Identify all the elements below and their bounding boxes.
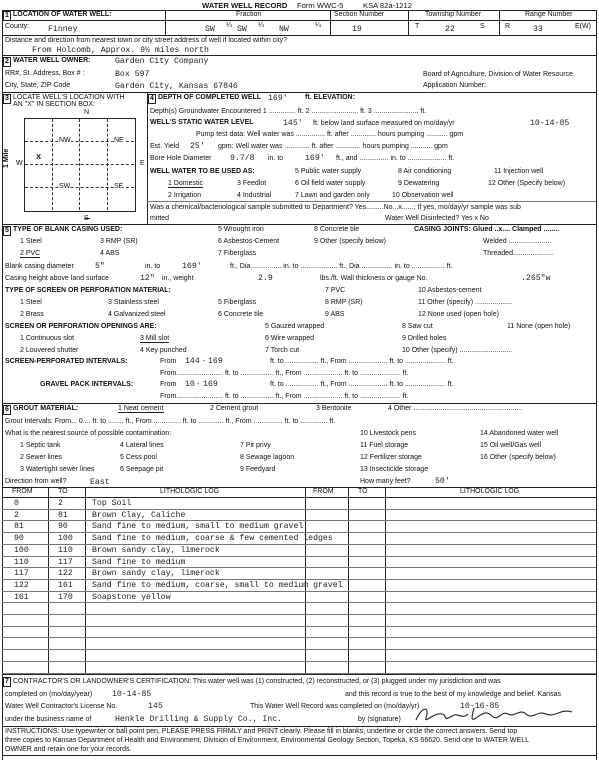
chem-sample-question: Was a chemical/bacteriological sample submitted to Department? Yes.........No...x......; If yes, mo/day/yr sample was sub [150, 204, 521, 211]
log-row-line [2, 591, 596, 592]
casing-rmp[interactable]: 3 RMP (SR) [100, 238, 138, 245]
bore-to: 169' [305, 154, 325, 163]
city-label: City, State, ZIP Code [5, 82, 71, 89]
contam-septic-tank[interactable]: 1 Septic tank [20, 442, 61, 449]
signature-image [412, 702, 592, 726]
opening-wire[interactable]: 6 Wire wrapped [265, 335, 315, 342]
section-number-label: Section Number [334, 11, 385, 18]
chem-mitted: mitted [150, 215, 170, 222]
section-6-number: 6 [3, 405, 11, 415]
joints-threaded: Threaded..................... [483, 250, 554, 257]
depth-label: DEPTH OF COMPLETED WELL [158, 94, 262, 101]
static-level-label: WELL'S STATIC WATER LEVEL [150, 119, 254, 126]
use-option-2[interactable]: 2 Irrigation [168, 192, 202, 199]
log-row-to: 90 [58, 522, 68, 532]
business-label: under the business name of [5, 716, 92, 723]
log-row-description: Soapstone yellow [92, 592, 171, 602]
quarter-symbol: ¼ [226, 22, 232, 29]
opening-other[interactable]: 10 Other (specify) ........................... [402, 347, 513, 354]
contam-other[interactable]: 16 Other (specify below) [480, 454, 556, 461]
grout-other[interactable]: 4 Other ........................................................ [388, 405, 523, 412]
elevation-label: ft. ELEVATION: [305, 94, 355, 101]
casing-abs[interactable]: 4 ABS [100, 250, 120, 257]
water-well-record-form: WATER WELL RECORD Form WWC-5 KSA 82a-1212 1 LOCATION OF WATER WELL: Fraction County: Finney SW ¼ SW ¼ NW ¼ Section Number 19 Township Number T 22 S Range Number R 33 E(W) Distance and direction from nearest town or city street address of well if located within city? From Holcomb, Approx. 9½ miles north 2 WATER WELL OWNER: Garden City Company RR#, St. Address, Box # : Box 597 Board of Agriculture, Division of Water Resource City, State, ZIP Code Garden City, Kansas 67846 Application Number: 3 LOCATE WELL'S LOCATION WITH AN "X" IN SECTION BOX: N S W E 1 Mile NW NE SW SE X 4 DEPTH OF COMPLETED WELL 169' ft. ELEVATION: Depth(s) Groundwater Encountered 1 .............. ft. 2 ........................ ft. 3 ....................... ft. WELL'S STATIC WATER LEVEL 145' ft. below land surface measured on mo/day/yr 10-14-85 Pump test data: Well water was ............... ft. after ............. hours pumping ........... gpm Est. Yield 25' gpm: Well water was ............. ft. after ............. hours pumping ........... gpm Bore Hole Diameter 9.7/8 169' in. to ft., and ............... in. to .................... ft. WELL WATER TO BE USED AS: 5 Public water supply 8 Air conditioning 11 Injection well 1 Domestic 3 Feedlot 6 Oil field water supply 9 Dewatering 12 Other (Specify below) 2 Irrigation 4 Industrial 7 Lawn and garden only 10 Observation well Was a chemical/bacteriological sample submitted to Department? Yes.........No...x......; If yes, mo/day/yr sample was sub mitted Water Well Disinfected? Yes x No 5 TYPE OF BLANK CASING USED: 1 Steel 2 PVC 3 RMP (SR) 4 ABS 5 Wrought iron 6 Asbestos-Cement 7 Fiberglass 8 Concrete tile 9 Other (specify below) CASING JOINTS: Glued ..x.... Clamped ........ Welded ...................... Threaded..................... Blank casing diameter 5" in. to 169' ft., Dia ............... in. to ................... ft., Dia ................ in. to ................. ft. Casing height above land surface 12" in., weight 2.9 lbs./ft. Wall thickness or gauge No. .265"w TYPE OF SCREEN OR PERFORATION MATERIAL: 1 Steel 2 Brass 3 Stainless steel 4 Galvanized steel 5 Fiberglass 6 Concrete tile 7 PVC 8 RMP (SR) 9 ABS 10 Asbestos-cement 11 Other (specify) ................... 12 None used (open hole) SCREEN OR PERFORATION OPENINGS ARE: 1 Continuous slot 2 Louvered shutter 3 Mill slot 4 Key punched 5 Gauzed wrapped 6 Wire wrapped 7 Torch cut 8 Saw cut 9 Drilled holes 10 Other (specify) ........................... 11 None (open hole) SCREEN-PERFORATED INTERVALS: From 144 - 169 ft. to ................. ft., From .................... ft. to ..................... ft. From........................ ft. to ................. ft., From .................... ft. to ..................... ft. GRAVEL PACK INTERVALS: From 10 - 169 ft. to ................. ft., From .................... ft. to ..................... ft. From........................ ft. to ................. ft., From .................... ft. to ..................... ft. 6 GROUT MATERIAL: 1 Neat cement 2 Cement grout 3 Bentonite 4 Other ........................................................ Grout Intervals: From... 0.... ft. to ........ ft., From .............. ft. to ............. ft., From ............... ft. to .............. ft. What is the nearest source of possible contamination: 1 Septic tank 2 Sewer lines 3 Watertight sewer lines 4 Lateral lines 5 Cess pool 6 Seepage pit 7 Pit privy 8 Sewage lagoon 9 Feedyard 10 Livestock pens 11 Fuel storage 12 Fertilizer storage 13 Insecticide storage 14 Abandoned water well 15 Oil well/Gas well 16 Other (specify below) Direction from well? East How many feet? 50' FROM TO LITHOLOGIC LOG FROM TO LITHOLOGIC LOG 0 2 Top Soil 2 81 Brown Clay, Caliche 81 90 Sand fine to medium, small to medium gravel 90 100 Sand fine to medium, coarse & few cemented ledges 100 110 Brown sandy clay, limerock 110 117 Sand fine to medium 117 122 Brown sandy clay, limerock 122 161 Sand fine to medium, coarse, small to medium gravel 161 170 Soapstone yellow 7 CONTRACTOR'S OR LANDOWNER'S CERTIFICATION: This water well was (1) constructed, (2) reconstructed, or (3) plugged under my jurisdiction and was completed on (mo/day/year) 10-14-85 and this record is true to the best of my knowledge and belief. Kansas Water Well Contractor's License No. 145 This Water Well Record was completed on (mo/day/yr) 10-16-85 under the business name of Henkle Drilling & Supply Co., Inc. by (signature) INSTRUCTIONS: Use typewriter or ball point pen, PLEASE PRESS FIRMLY and PRINT clearly. Please fill in blanks, underline or circle the correct answers. Send top three copies to Kansas Department of Health and Environment, Division of Environment, Environmental Geology Section, Topeka, KS 66620. Send one to WATER WELL OWNER and retain one for your records. [0, 0, 599, 767]
log-row-line [2, 532, 596, 533]
log-row-line [2, 614, 596, 615]
log-header-from-2: FROM [313, 488, 334, 495]
distance-value: From Holcomb, Approx. 9½ miles north [32, 46, 209, 55]
casing-label: TYPE OF BLANK CASING USED: [13, 226, 123, 233]
height-value: 12" [140, 274, 155, 283]
casing-concrete-tile[interactable]: 8 Concrete tile [314, 226, 360, 233]
section-5-number: 5 [3, 226, 11, 236]
license-label: Water Well Contractor's License No. [5, 703, 118, 710]
contam-lateral[interactable]: 4 Lateral lines [120, 442, 164, 449]
mile-label: 1 Mile [3, 148, 10, 168]
quadrant-se: SE [114, 183, 124, 190]
log-row-to: 117 [58, 557, 73, 567]
section-2-number: 2 [3, 57, 11, 67]
use-option-5[interactable]: 5 Public water supply [295, 168, 362, 175]
section-4-number: 4 [148, 94, 156, 104]
completed-label: completed on (mo/day/year) [5, 691, 93, 698]
quarter-symbol: ¼ [315, 22, 321, 29]
range-prefix: R [505, 23, 511, 30]
contam-sewer-lines[interactable]: 2 Sewer lines [20, 454, 63, 461]
license-value: 145 [148, 702, 163, 711]
use-option-9[interactable]: 9 Dewatering [398, 180, 440, 187]
pump-test-line: Pump test data: Well water was ............... ft. after ............. hours pumping ........... gpm [196, 131, 464, 138]
record-completed-label: This Water Well Record was completed on (mo/day/yr) [250, 703, 420, 710]
perf-label: SCREEN-PERFORATED INTERVALS: [5, 358, 128, 365]
locate-label-1: LOCATE WELL'S LOCATION WITH [13, 94, 125, 101]
perf-from: 144 [185, 357, 200, 366]
log-row-description: Top Soil [92, 499, 132, 508]
use-option-6[interactable]: 6 Oil field water supply [295, 180, 366, 187]
log-row-line [2, 649, 596, 650]
section-3-number: 3 [3, 94, 11, 104]
log-row-description: Sand fine to medium, coarse & few cemented ledges [92, 534, 333, 544]
static-level-value: 145' [283, 119, 303, 128]
contam-sewage-lagoon[interactable]: 8 Sewage lagoon [240, 454, 295, 461]
opening-continuous[interactable]: 1 Continuous slot [20, 335, 75, 342]
quarter-symbol: ¼ [258, 22, 264, 29]
log-header-from: FROM [12, 488, 33, 495]
screen-rmp[interactable]: 8 RMP (SR) [325, 299, 363, 306]
contam-oil-gas-well[interactable]: 15 Oil well/Gas well [480, 442, 542, 449]
county-label: County: [5, 23, 30, 30]
certification-text-2: and this record is true to the best of my knowledge and belief. Kansas [345, 691, 561, 698]
groundwater-encountered: Depth(s) Groundwater Encountered 1 .............. ft. 2 ........................ ft. 3 ....................... ft. [150, 108, 427, 115]
gravel-to: 169 [203, 380, 218, 389]
log-row-to: 81 [58, 510, 68, 520]
log-row-to: 161 [58, 580, 73, 590]
log-row-from: 110 [14, 557, 29, 567]
record-completed-date: 10-16-85 [460, 702, 500, 711]
opening-drilled[interactable]: 9 Drilled holes [402, 335, 447, 342]
log-row-to: 100 [58, 534, 73, 544]
screen-fiberglass[interactable]: 5 Fiberglass [218, 299, 257, 306]
log-row-line [2, 661, 596, 662]
screen-abs[interactable]: 9 ABS [325, 311, 345, 318]
compass-e: E [140, 160, 145, 167]
township-label: Township Number [425, 11, 482, 18]
well-location-mark: X [36, 152, 42, 161]
log-row-line [2, 602, 596, 603]
casing-joints: CASING JOINTS: Glued ..x.... Clamped ........ [414, 226, 560, 233]
quadrant-nw: NW [59, 137, 71, 144]
use-option-12[interactable]: 12 Other (Specify below) [488, 180, 566, 187]
log-row-from: 2 [14, 510, 19, 520]
screen-other[interactable]: 11 Other (specify) ................... [418, 299, 513, 306]
log-row-from: 81 [14, 522, 24, 532]
quadrant-ne: NE [114, 137, 124, 144]
grout-neat-cement-selected[interactable]: 1 Neat cement [118, 405, 164, 412]
disinfected-question: Water Well Disinfected? Yes x No [385, 215, 489, 222]
contam-feedyard[interactable]: 9 Feedyard [240, 466, 276, 473]
screen-brass[interactable]: 2 Brass [20, 311, 44, 318]
how-many-feet-label: How many feet? [360, 478, 411, 485]
depth-value: 169' [268, 94, 288, 103]
log-row-description: Sand fine to medium, coarse, small to medium gravel [92, 580, 343, 590]
compass-n: N [84, 109, 90, 116]
direction-label: Direction from well? [5, 478, 67, 485]
log-row-description: Brown Clay, Caliche [92, 510, 186, 520]
opening-mill-slot-selected[interactable]: 3 Mill slot [140, 335, 170, 342]
compass-s: S [84, 215, 89, 222]
contamination-label: What is the nearest source of possible contamination: [5, 430, 172, 437]
yield-value: 25' [190, 142, 205, 151]
log-row-line [2, 544, 596, 545]
use-option-7[interactable]: 7 Lawn and garden only [295, 192, 370, 199]
casing-other[interactable]: 9 Other (specify below) [314, 238, 386, 245]
grout-intervals: Grout Intervals: From... 0.... ft. to ........ ft., From .............. ft. to ............. ft., From ............... ft. to .............. ft. [5, 418, 336, 425]
log-row-from: 0 [14, 499, 19, 508]
blank-diameter-label: Blank casing diameter [5, 263, 74, 270]
screen-material-label: TYPE OF SCREEN OR PERFORATION MATERIAL: [5, 287, 171, 294]
address-value: Box 597 [115, 70, 150, 79]
instructions-2: three copies to Kansas Department of Health and Environment, Division of Environment, Environmental Geology Section, Topeka, KS 66620. Send one to WATER WELL [5, 737, 529, 744]
range-value: 33 [533, 25, 543, 34]
gravel-from: 10 [185, 380, 195, 389]
bore-label: Bore Hole Diameter [150, 155, 212, 162]
contam-fuel-storage[interactable]: 11 Fuel storage [360, 442, 409, 449]
range-label: Range Number [525, 11, 573, 18]
section-7-number: 7 [3, 677, 11, 687]
casing-fiberglass[interactable]: 7 Fiberglass [218, 250, 257, 257]
log-row-from: 161 [14, 592, 29, 602]
quadrant-sw: SW [59, 183, 71, 190]
gravel-label: GRAVEL PACK INTERVALS: [40, 381, 134, 388]
completed-date: 10-14-85 [112, 690, 152, 699]
log-row-from: 122 [14, 580, 29, 590]
gauge-value: .265"w [521, 274, 551, 283]
log-row-line [2, 509, 596, 510]
township-value: 22 [445, 25, 455, 34]
log-row-from: 100 [14, 545, 29, 555]
casing-steel[interactable]: 1 Steel [20, 238, 42, 245]
grout-label: GROUT MATERIAL: [13, 405, 79, 412]
application-label: Application Number: [423, 82, 487, 89]
log-row-to: 110 [58, 545, 73, 555]
weight-value: 2.9 [258, 274, 273, 283]
log-row-from: 117 [14, 569, 29, 579]
compass-w: W [16, 160, 23, 167]
township-prefix: T [415, 23, 420, 30]
form-title: WATER WELL RECORD [202, 1, 288, 10]
use-option-1-domestic-selected[interactable]: 1 Domestic [168, 180, 204, 187]
yield-label: Est. Yield [150, 143, 180, 150]
perf-to: 169 [208, 357, 223, 366]
quarter-3: NW [279, 25, 289, 34]
height-rest: lbs./ft. Wall thickness or gauge No. [320, 275, 428, 282]
quarter-2: SW [237, 25, 247, 34]
openings-label: SCREEN OR PERFORATION OPENINGS ARE: [5, 323, 157, 330]
blank-to-value: 169' [182, 262, 202, 271]
blank-rest: ft., Dia ............... in. to ................... ft., Dia ................ in. to ................. ft. [230, 263, 453, 270]
quarter-1: SW [205, 25, 215, 34]
use-option-3[interactable]: 3 Feedlot [237, 180, 267, 187]
joints-welded: Welded ...................... [483, 238, 552, 245]
opening-louvered[interactable]: 2 Louvered shutter [20, 347, 79, 354]
log-row-line [2, 556, 596, 557]
casing-pvc-selected[interactable]: 2 PVC [20, 250, 41, 257]
log-row-line [2, 626, 596, 627]
contam-watertight[interactable]: 3 Watertight sewer lines [20, 466, 95, 473]
instructions-1: INSTRUCTIONS: Use typewriter or ball point pen, PLEASE PRESS FIRMLY and PRINT clearly. Please fill in blanks, underline or circle the correct answers. Send top [5, 728, 518, 735]
contam-cess-pool[interactable]: 5 Cess pool [120, 454, 157, 461]
address-label: RR#, St. Address, Box # : [5, 70, 85, 77]
log-row-to: 170 [58, 592, 73, 602]
ksa-ref: KSA 82a-1212 [363, 1, 412, 10]
casing-asbestos-cement[interactable]: 6 Asbestos-Cement [218, 238, 280, 245]
perf-from-word: From [160, 358, 177, 365]
contam-seepage-pit[interactable]: 6 Seepage pit [120, 466, 164, 473]
grout-bentonite[interactable]: 3 Bentonite [316, 405, 352, 412]
screen-steel[interactable]: 1 Steel [20, 299, 42, 306]
gravel-from-word: From [160, 381, 177, 388]
log-header-to-2: TO [358, 488, 368, 495]
log-header-litho: LITHOLOGIC LOG [160, 488, 220, 495]
log-row-description: Sand fine to medium [92, 557, 186, 567]
section-1-number: 1 [3, 11, 11, 21]
grout-cement-grout[interactable]: 2 Cement grout [210, 405, 259, 412]
locate-label-2: AN "X" IN SECTION BOX: [13, 101, 95, 108]
distance-label: Distance and direction from nearest town or city street address of well if located within city? [5, 37, 288, 44]
use-option-8[interactable]: 8 Air conditioning [398, 168, 452, 175]
screen-none[interactable]: 12 None used (open hole) [418, 311, 499, 318]
section-box [24, 118, 136, 212]
use-option-10[interactable]: 10 Observation well [392, 192, 454, 199]
static-level-rest: ft. below land surface measured on mo/day/yr [313, 120, 455, 127]
owner-label: WATER WELL OWNER: [13, 57, 91, 64]
use-label: WELL WATER TO BE USED AS: [150, 168, 255, 175]
log-row-from: 90 [14, 534, 24, 544]
city-value: Garden City, Kansas 67846 [115, 82, 238, 91]
contam-insecticide[interactable]: 13 Insecticide storage [360, 466, 429, 473]
use-option-4[interactable]: 4 Industrial [237, 192, 272, 199]
contam-abandoned-well[interactable]: 14 Abandoned water well [480, 430, 559, 437]
certification-text: CONTRACTOR'S OR LANDOWNER'S CERTIFICATION: This water well was (1) constructed, (2) reconstructed, or (3) plugged under my jurisdiction and was [13, 678, 501, 685]
opening-none[interactable]: 11 None (open hole) [507, 323, 571, 330]
screen-galvanized[interactable]: 4 Galvanized steel [108, 311, 166, 318]
township-suffix: S [480, 23, 485, 30]
location-label: LOCATION OF WATER WELL: [13, 11, 112, 18]
use-option-11[interactable]: 11 Injection well [494, 168, 544, 175]
how-many-feet-value: 50' [435, 477, 450, 486]
log-row-line [2, 579, 596, 580]
form-number: Form WWC-5 [297, 1, 344, 10]
log-row-to: 2 [58, 499, 63, 508]
board-label: Board of Agriculture, Division of Water Resource [423, 71, 573, 78]
contam-livestock-pens[interactable]: 10 Livestock pens [360, 430, 417, 437]
instructions-3: OWNER and retain one for your records. [5, 746, 132, 753]
screen-stainless[interactable]: 3 Stainless steel [108, 299, 159, 306]
signature-label: by (signature) [358, 716, 401, 723]
log-header-to: TO [58, 488, 68, 495]
log-row-description: Brown sandy clay, limerock [92, 569, 220, 579]
section-number-value: 19 [352, 25, 362, 34]
blank-diameter-value: 5" [95, 262, 105, 271]
contam-fertilizer[interactable]: 12 Fertilizer storage [360, 454, 422, 461]
screen-pvc[interactable]: 7 PVC [325, 287, 346, 294]
casing-wrought-iron[interactable]: 5 Wrought iron [218, 226, 264, 233]
screen-asbestos[interactable]: 10 Asbestos-cement [418, 287, 482, 294]
height-label: Casing height above land surface [5, 275, 109, 282]
fraction-label: Fraction [236, 11, 262, 18]
static-date: 10-14-85 [530, 119, 570, 128]
county-value: Finney [48, 25, 78, 34]
log-row-to: 122 [58, 569, 73, 579]
opening-gauzed[interactable]: 5 Gauzed wrapped [265, 323, 325, 330]
contam-pit-privy[interactable]: 7 Pit privy [240, 442, 271, 449]
screen-concrete-tile[interactable]: 6 Concrete tile [218, 311, 264, 318]
log-row-description: Sand fine to medium, small to medium gravel [92, 522, 304, 532]
log-row-description: Brown sandy clay, limerock [92, 545, 220, 555]
log-header-litho-2: LITHOLOGIC LOG [460, 488, 520, 495]
opening-saw-cut[interactable]: 8 Saw cut [402, 323, 433, 330]
opening-key-punched[interactable]: 4 Key punched [140, 347, 187, 354]
business-value: Henkle Drilling & Supply Co., Inc. [115, 715, 283, 724]
east-west: E(W) [575, 23, 591, 30]
direction-value: East [90, 478, 110, 487]
yield-rest: gpm: Well water was ............. ft. after ............. hours pumping ........... gpm [218, 143, 448, 150]
owner-value: Garden City Company [115, 57, 209, 66]
bore-diameter: 9.7/8 [230, 154, 255, 163]
opening-torch[interactable]: 7 Torch cut [265, 347, 300, 354]
log-row-line [2, 637, 596, 638]
